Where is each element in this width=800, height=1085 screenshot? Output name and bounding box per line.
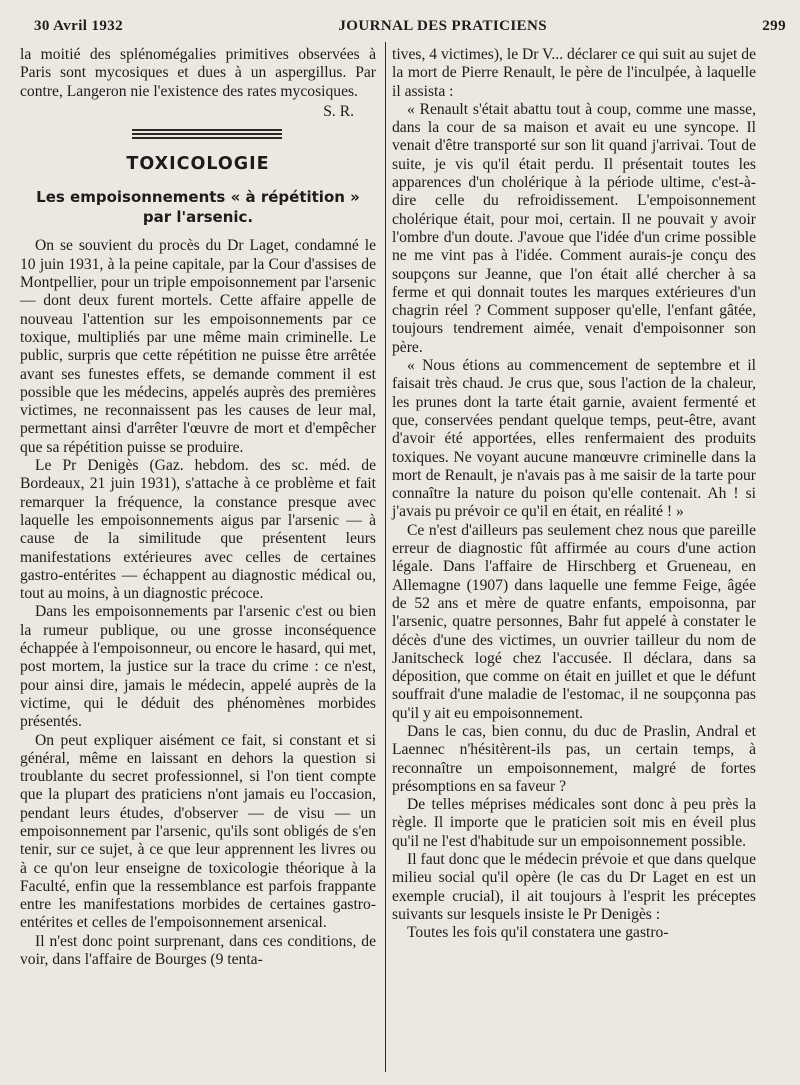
column-divider: [385, 42, 386, 1072]
article-title: Les empoisonnements « à répétition » par l'arsenic.: [36, 188, 360, 227]
section-title: TOXICOLOGIE: [126, 154, 270, 175]
right-column: [392, 46, 756, 943]
left-column: [20, 46, 376, 969]
page-header: [34, 18, 786, 40]
paragraph-left-1: On se souvient du procès du Dr Laget, condamné le 10 juin 1931, à la peine capitale, par la Cour d'assises de Montpellier, pour un triple empoisonnement par l'arsenic — dont deux furent mortels. Cette affaire appelle de nouveau l'attention sur les empoisonnements par ce toxique, multipliés par une même main criminelle. Le public, surpris que cette répétition ne puisse être arrêtée avant ses funestes effets, se demande comment il est possible que les médecins, appelés auprès des premières victimes, ne reconnaissent pas les causes de leur mal, permettant ainsi d'arrêter l'œuvre de mort et d'empêcher que sa répétition puisse se produire.: [20, 237, 376, 456]
paragraph-right-2: Ce n'est d'ailleurs pas seulement chez nous que pareille erreur de diagnostic fût affirmée au cours d'une action légale. Dans l'affaire de Hirschberg et Grueneau, en Allemagne (1907) dans laquelle une femme Feige, âgée de 52 ans et mère de quatre enfants, empoisonna, par l'arsenic, quatre personnes, Bahr fut appelé à constater le décès d'une des victimes, un ouvrier tailleur du nom de Janitscheck logé chez l'accusée. Il déclara, dans sa déposition, que comme on était en juillet et que le défunt souffrait d'une maladie de l'estomac, il ne soupçonna pas qu'il y ait eu empoisonnement.: [392, 521, 756, 722]
header-page-number: 299: [762, 18, 786, 34]
paragraph-right-4: De telles méprises médicales sont donc à peu près la règle. Il importe que le praticien soit mis en éveil plus qu'il ne l'est d'habitude sur un empoisonnement possible.: [392, 796, 756, 850]
paragraph-left-3: Dans les empoisonnements par l'arsenic c'est ou bien la rumeur publique, ou une grosse inconséquence échappée à l'empoisonneur, ou encore le hasard, qui met, post mortem, la justice sur la trace du crime : ce n'est, pour ainsi dire, jamais le médecin, appelé auprès de la victime, qui le déduit des phénomènes morbides présentés.: [20, 603, 376, 731]
quote-paragraph-2: « Nous étions au commencement de septembre et il faisait très chaud. Je crus que, sous l'action de la chaleur, les prunes dont la tarte était garnie, avaient fermenté et que, conservées pendant quelque temps, peut-être, avant d'avoir été apportées, elles renfermaient des produits toxiques. Ne voyant aucune manœuvre criminelle dans la mort de Renault, je n'avais pas à me saisir de la tarte pour connaître la nature du poison qu'elle contenait. Ah ! si j'avais pu prévoir ce qu'il en était, en réalité ! »: [392, 357, 756, 521]
signature: S. R.: [323, 102, 354, 120]
header-date: 30 Avril 1932: [34, 18, 124, 34]
quote-paragraph-1: « Renault s'était abattu tout à coup, comme une masse, dans la cour de sa maison et avait eu une syncope. Il venait d'être transporté sur son lit quand j'arrivai. Tout de suite, je vis qu'il était perdu. Il présentait toutes les apparences d'un cholérique à la période ultime, c'est-à-dire celle du refroidissement. L'empoisonnement cholérique était, pour moi, certain. Il ne pouvait y avoir l'ombre d'un doute. J'avoue que l'idée d'un crime possible ne me vint pas à l'idée. Comment aurais-je conçu des soupçons sur Jeanne, que l'on était allé chercher à sa ferme et qui donnait toutes les marques extérieures d'un chagrin réel ? Comment supposer qu'elle, l'enfant gâtée, toujours tendrement aimée, venait d'empoisonner son père.: [392, 100, 756, 356]
section-divider-rules: [132, 129, 282, 139]
paragraph-right-1: tives, 4 victimes), le Dr V... déclarer ce qui suit au sujet de la mort de Pierre Renault, le père de l'inculpée, à laquelle il assista :: [392, 46, 756, 100]
paragraph-left-2: Le Pr Denigès (Gaz. hebdom. des sc. méd. de Bordeaux, 21 juin 1931), s'attache à ce problème et fait remarquer la fréquence, la constance presque avec laquelle les empoisonnements aigus par l'arsenic — à cause de la similitude que présentent leurs manifestations extérieures avec celles de certaines gastro-entérites — échappent au diagnostic médical ou, tout au moins, à un diagnostic précoce.: [20, 457, 376, 603]
paragraph-right-5: Il faut donc que le médecin prévoie et que dans quelque milieu social qu'il opère (le cas du Dr Laget en est un exemple crucial), il ait toujours à l'esprit les préceptes suivants sur lesquels insiste le Pr Denigès :: [392, 851, 756, 923]
paragraph-right-3: Dans le cas, bien connu, du duc de Praslin, Andral et Laennec n'hésitèrent-ils pas, un certain temps, à reconnaître un empoisonnement, malgré de fortes présomptions en sa faveur ?: [392, 722, 756, 795]
paragraph-left-5: Il n'est donc point surprenant, dans ces conditions, de voir, dans l'affaire de Bourges (9 tenta-: [20, 932, 376, 969]
paragraph-left-4: On peut expliquer aisément ce fait, si constant et si général, même en laissant en dehors la question si troublante du secret professionnel, si l'on tient compte que la plupart des praticiens n'ont jamais eu l'occasion, pendant leurs études, d'observer — de visu — un empoisonnement par l'arsenic, qu'ils sont obligés de s'en tenir, sur ce sujet, à ce que leur apprennent les livres ou à ce qu'on leur enseigne de toxicologie théorique à la Faculté, enfin que la ressemblance est parfois frappante entre les manifestations morbides de certaines gastro-entérites et celles de l'empoisonnement arsenical.: [20, 731, 376, 932]
header-journal-title: JOURNAL DES PRATICIENS: [338, 18, 547, 34]
paragraph-intro: la moitié des splénomégalies primitives observées à Paris sont mycosiques et dues à un aspergillus. Par contre, Langeron nie l'existence des rates mycosiques.: [20, 46, 376, 100]
paragraph-right-6: Toutes les fois qu'il constatera une gastro-: [407, 924, 669, 942]
